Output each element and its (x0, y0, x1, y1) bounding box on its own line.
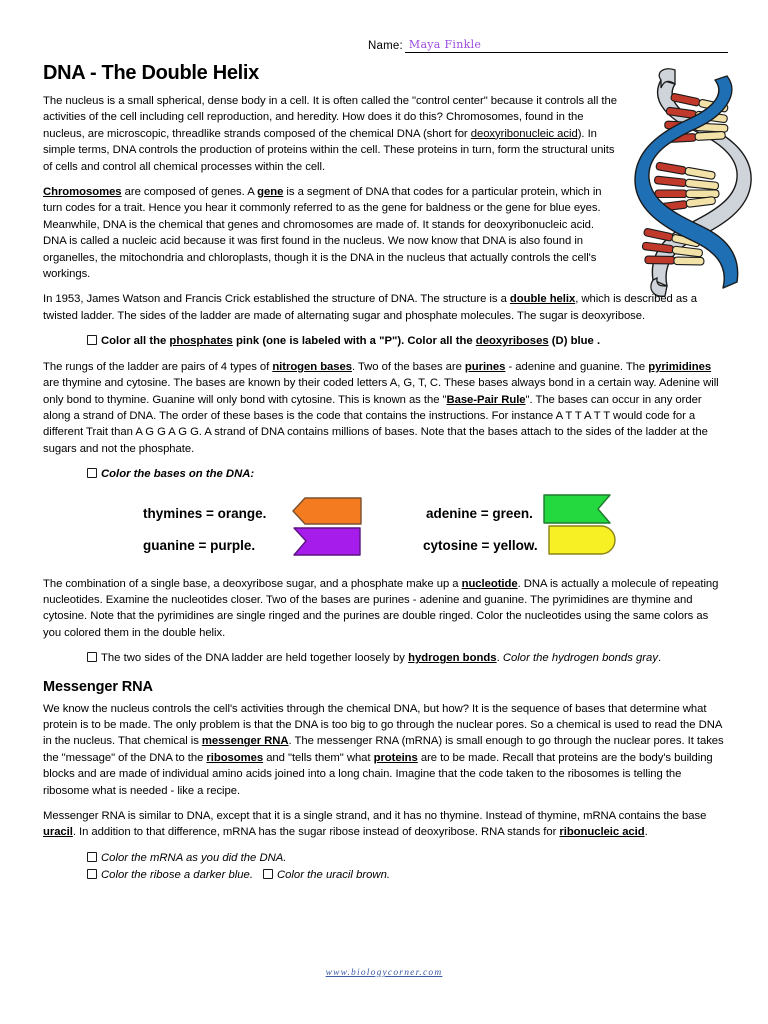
term-nitrogen-bases: nitrogen bases (272, 360, 352, 373)
p4-a: The rungs of the ladder are pairs of 4 types of (43, 360, 273, 373)
paragraph-mrna-uracil (43, 808, 729, 841)
color-key-label-guanine: guanine = purple. (143, 537, 256, 553)
p7-a: Messenger RNA is similar to DNA, except that it is a single strand, and it has no thymine. Instead of thymine, mRNA contains the base (43, 810, 707, 822)
p4-e: - adenine and guanine. The (505, 360, 649, 373)
checkbox-icon[interactable] (87, 652, 97, 662)
checkbox-icon[interactable] (87, 852, 97, 862)
name-row (368, 36, 728, 53)
p7-e: . (644, 826, 648, 839)
term-proteins: proteins (373, 751, 418, 764)
instruction-hydrogen-bonds[interactable] (43, 650, 729, 666)
cytosine-shape (548, 525, 616, 555)
p6-e: and "tells them" what (263, 751, 374, 764)
p5-c: . DNA is actually a molecule of repeating nucleotides. Examine the nucleotides closer. Two of the bases are purines - adenine and guanine. The pyrimidines are thymine and cytosine. Note that the pyrimidines are single ringed and the purines are double ringed. Color the nucleotides using the same colors as you colored them in the double helix. (43, 577, 719, 639)
term-deoxyriboses: deoxyriboses (475, 335, 549, 348)
term-ribosomes: ribosomes (206, 751, 264, 764)
page-title: DNA - The Double Helix (43, 62, 260, 84)
term-purines: purines (464, 360, 506, 373)
p3-text-a: In 1953, James Watson and Francis Crick established the structure of DNA. The structure is a (43, 293, 510, 306)
term-pyrimidines: pyrimidines (648, 360, 712, 373)
term-phosphates: phosphates (169, 335, 233, 348)
checkbox-icon[interactable] (87, 468, 97, 478)
p2-text-d: is a segment of DNA that codes for a particular protein, which in turn codes for a trait. Hence you hear it commonly referred to as the gene for baldness or the gene for blue eyes. Meanwhile, DNA is the chemical that genes and chromosomes are made of. It stands for deoxyribonucleic acid. DNA is called a nucleic acid because it was first found in the nucleus. We now know that DNA is also found in organelles, the mitochondria and chloroplasts, though it is the DNA in the nucleus that actually controls the cell's workings. (43, 186, 602, 281)
term-deoxyribonucleic-acid: deoxyribonucleic acid (470, 127, 578, 140)
term-nucleotide: nucleotide (461, 577, 518, 590)
p1-text-b: ). In simple terms, DNA controls the production of proteins within the cell. These proteins in turn, form the structural units of cells and control all chemical processes within the cell. (43, 127, 615, 173)
base-color-key (43, 492, 729, 570)
instr-color-bases-label: Color the bases on the DNA: (101, 468, 255, 481)
checkbox-icon[interactable] (87, 869, 97, 879)
paragraph-watson-crick (43, 291, 729, 324)
p7-c: . In addition to that difference, mRNA has the sugar ribose instead of deoxyribose. RNA stands for (72, 826, 560, 839)
color-key-label-cytosine: cytosine = yellow. (423, 537, 538, 553)
p4-i: ". The bases can occur in any order along a strand of DNA. The order of these bases is the code that contains the instructions. For instance A T T A T T would code for a different Trait than A G G A G G. A strand of DNA contains millions of bases. Note that the bases attach to the sides of the ladder at the sugars and not the phosphate. (43, 393, 708, 455)
instr-uracil-label: Color the uracil brown. (276, 869, 390, 882)
term-uracil: uracil (43, 826, 73, 839)
instruction-color-bases[interactable] (43, 466, 729, 482)
p1-text-a: The nucleus is a small spherical, dense body in a cell. It is often called the "control center" because it controls all the activities of the cell including cell reproduction, and heredity. How does it do this? Chromosomes, found in the nucleus, are microscopic, threadlike strands composed of the chemical DNA (short for (43, 95, 617, 140)
instruction-color-phosphates[interactable] (43, 333, 729, 349)
guanine-shape (293, 527, 361, 556)
instruction-color-ribose-uracil[interactable] (43, 867, 729, 883)
term-gene: gene (257, 186, 284, 199)
p6-g: are to be made. Recall that proteins are the body's building blocks and are made of individual amino acids joined into a long chain. Imagine that the code taken to the ribosomes is telling the ribosome what is needed - like a recipe. (43, 751, 713, 797)
paragraph-nucleotide (43, 576, 729, 642)
instruction-color-mrna[interactable] (43, 850, 729, 866)
p2-text-b: are composed of genes. A (121, 186, 258, 199)
term-hydrogen-bonds: hydrogen bonds (408, 652, 497, 665)
instr-hyd-a: The two sides of the DNA ladder are held together loosely by (101, 652, 409, 665)
instr-mrna-label: Color the mRNA as you did the DNA. (101, 851, 287, 864)
instr-phos-c: pink (one is labeled with a "P"). Color all the (232, 335, 476, 348)
paragraph-chromosomes (43, 184, 620, 282)
instr-hyd-c: . (496, 652, 503, 665)
checkbox-icon[interactable] (263, 869, 273, 879)
term-messenger-rna: messenger RNA (201, 735, 289, 748)
p4-g: are thymine and cytosine. The bases are known by their coded letters A, G, T, C. These bases always bond in a certain way. Adenine will only bond to thymine. Guanine will only bond with cytosine. This is known as the " (43, 377, 719, 406)
name-label: Name: (368, 40, 403, 52)
instr-hyd-d: Color the hydrogen bonds gray (502, 652, 658, 665)
term-chromosomes: Chromosomes (43, 186, 122, 199)
color-key-label-adenine: adenine = green. (426, 505, 533, 521)
adenine-shape (543, 494, 611, 524)
paragraph-mrna-overview (43, 701, 729, 799)
document-content (43, 62, 729, 893)
p4-c: . Two of the bases are (351, 360, 465, 373)
color-key-label-thymine: thymines = orange. (143, 505, 267, 521)
term-ribonucleic-acid: ribonucleic acid (559, 826, 645, 839)
footer (0, 962, 768, 980)
instr-phos-a: Color all the (101, 335, 170, 348)
instr-phos-e: (D) blue . (548, 335, 601, 348)
p6-c: . The messenger RNA (mRNA) is small enough to go through the nuclear pores. It takes the "message" of the DNA to the (43, 735, 724, 764)
checkbox-icon[interactable] (87, 335, 97, 345)
term-double-helix: double helix (509, 293, 576, 306)
p3-text-c: , which is described as a twisted ladder. The sides of the ladder are made of alternating sugar and phosphate molecules. The sugar is deoxyribose. (43, 293, 698, 322)
paragraph-nucleus (43, 93, 620, 175)
name-input-line[interactable] (405, 36, 728, 53)
p5-a: The combination of a single base, a deoxyribose sugar, and a phosphate make up a (43, 577, 462, 590)
p6-a: We know the nucleus controls the cell's activities through the chemical DNA, but how? It is the sequence of bases that determine what protein is to be made. The only problem is that the DNA is too big to go through the nuclear pores. So a chemical is used to read the DNA in the nucleus. That chemical is (43, 702, 722, 748)
instr-ribose-label: Color the ribose a darker blue. (101, 869, 253, 882)
section-title-messenger-rna: Messenger RNA (43, 678, 153, 695)
term-base-pair-rule: Base-Pair Rule (446, 393, 526, 406)
instr-hyd-e: . (657, 652, 662, 665)
name-value: Maya Finkle (408, 38, 482, 51)
source-url-link[interactable]: www.biologycorner.com (325, 968, 443, 978)
paragraph-nitrogen-bases (43, 359, 729, 457)
thymine-shape (292, 497, 362, 525)
